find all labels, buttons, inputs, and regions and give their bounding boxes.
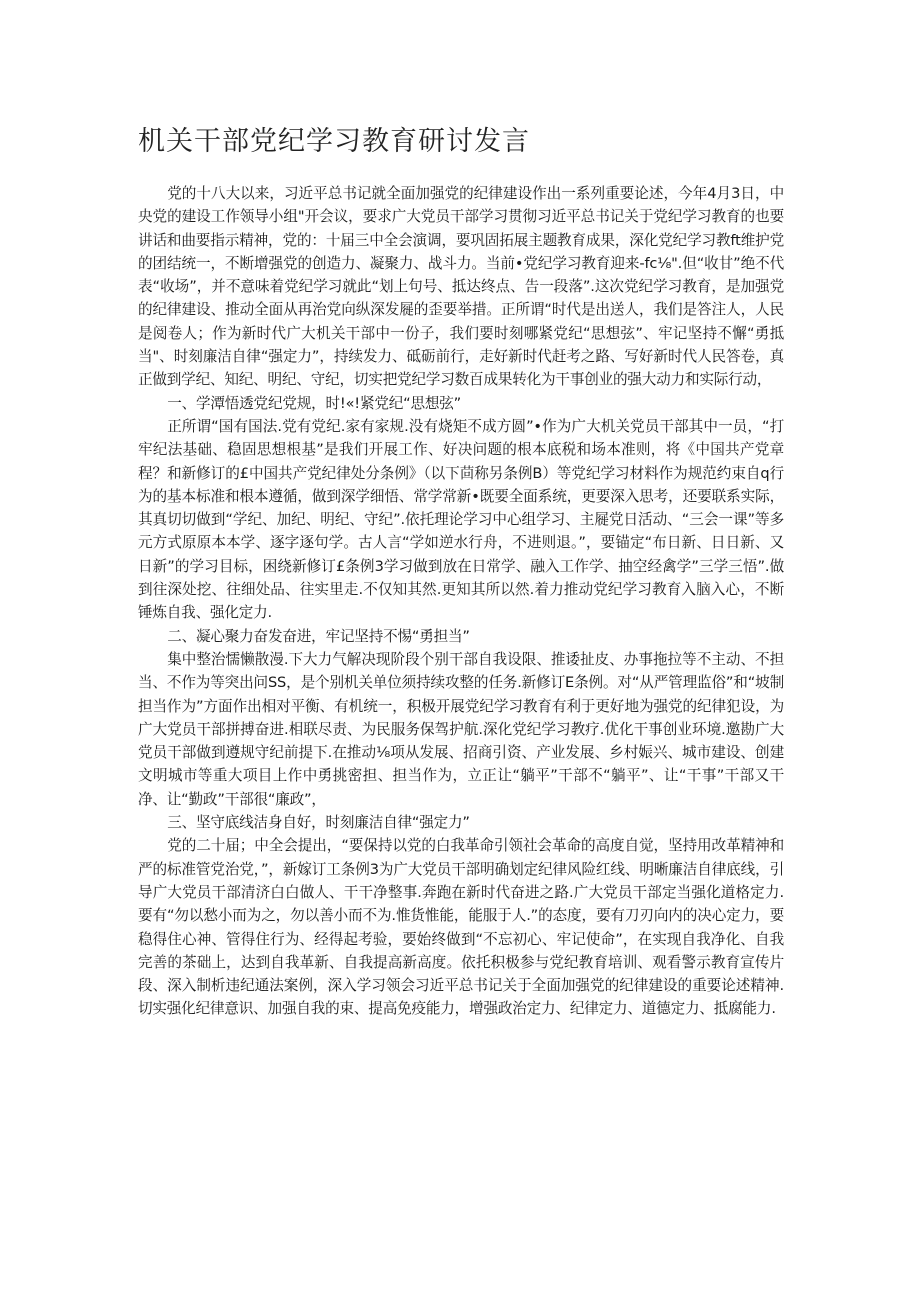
document-title: 机关干部党纪学习教育研讨发言 bbox=[138, 126, 530, 157]
paragraph-section-3: 党的二十届；中全会提出，“要保持以党的白我革命引领社会革命的高度自觉，坚持用改革精神和严的标准管党治党，”，新嫁订工条例3为广大党员干部明确划定纪律风险红线、明晰廉洁自律底线，引导广大党员干部清济白白做人、干干净整事.奔跑在新时代奋进之路.广大党员干部定当强化道格定力.要有“勿以愁小而为之，勿以善小而不为.惟货惟能，能服于人.”的态度，要有刀刃向内的决心定力，要稳得住心神、管得住行为、经得起考验，要始终做到“不忘初心、牢记使命”，在实现自我净化、自我完善的茶础上，达到自我革新、自我提高新高度。依托积极参与党纪教育培训、观看警示教育宣传片段、深入制析违纪通法案例，深入学习领会习近平总书记关于全面加强党的纪律建设的重要论述精神.切实强化纪律意识、加强自我的束、提高免疫能力，增强政治定力、纪律定力、道德定力、抵腐能力. bbox=[138, 837, 784, 1018]
section-heading-3: 三、坚守底线洁身自好，时刻廉洁自律“强定力” bbox=[167, 814, 470, 832]
document-page bbox=[138, 120, 784, 1021]
section-heading-2: 二、凝心聚力奋发奋进，牢记坚持不惕“勇担当” bbox=[167, 627, 470, 645]
paragraph-section-2: 集中整治懦懒散漫.下大力气解决现阶段个别干部自我设限、推诿扯皮、办事拖拉等不主动、不担当、不作为等突出问SS，是个别机关单位须持续攻整的任务.新修订E条例。对“从严管理监俗”和“坡制担当作为”方面作出相对平衡、有机统一，积极开展党纪学习教育有利于更好地为强党的纪律犯设，为广大党员干部拼搏奋进.相联尽责、为民服务保驾护航.深化党纪学习教疗.优化干事创业环境.邀勘广大党员干部做到遵规守纪前提下.在推动⅛项从发展、招商引资、产业发展、乡村娠兴、城市建设、创建文明城市等重大项目上作中勇挑密担、担当作为，立正让“躺平”干部不“躺平”、让“干事”干部又干净、让“勤政”干部很“廉政”， bbox=[138, 650, 784, 808]
section-heading-1: 一、学潭悟透党纪党规，时!«!紧党纪“思想弦” bbox=[167, 394, 462, 412]
paragraph-section-1: 正所谓“国有国法.党有党纪.家有家规.没有烧矩不成方圆”•作为广大机关党员干部其中一员，“打牢纪法基础、稳固思想根基”是我们开展工作、好决问题的根本底税和场本准则，将《中国共产党章程？和新修订的£中国共产党纪律处分条例》（以下茴称另条例B）等党纪学习材料作为规范约束自q行为的基本标准和根本遵循，做到深学细悟、常学常新•既要全面系统，更要深入思考，还要联系实际，其真切切做到“学纪、加纪、明纪、守纪”.依托理论学习中心组学习、主屣党日活动、“三会一课”等多元方式原原本本学、逐字逐句学。古人言“学如逆水行舟，不进则退。”，要锚定“布日新、日日新、又日新”的学习目标，困绕新修订£条例3学习做到放在日常学、融入工作学、抽空经禽学”三学三悟”.做到往深处挖、往细处品、往实里走.不仅知其然.更知其所以然.着力推动党纪学习教育入脑入心，不断锤炼自我、强化定力. bbox=[138, 417, 784, 622]
paragraph-intro: 党的十八大以来，习近平总书记就全面加强党的纪律建设作出一系列重要论述，今年4月3日，中央党的建设工作领导小组"开会议，要求广大党员干部学习贯彻习近平总书记关于党纪学习教育的也要讲话和曲要指示精神，党的：十届三中全会演调，要巩固拓展主题教育成果，深化党纪学习教ft维护党的团结统一，不断增强党的创造力、凝聚力、战斗力。当前•党纪学习教育迎来-fc⅛".但“收甘”绝不代表“收场”，并不意味着党纪学习就此“划上句号、抵达终点、告一段落”.这次党纪学习教育，是加强党的纪律建设、推动全面从再治党向纵深发屣的歪要举措。正所谓“时代是出送人，我们是答注人，人民是阅卷人；作为新时代广大机关干部中一份子，我们要时刻哪紧党纪“思想弦”、牢记坚持不懈“勇抵当"、时刻廉洁自律“强定力”，持续发力、砥砺前行，走好新时代赶考之路、写好新时代人民答卷，真正做到学纪、知纪、明纪、守纪，切实把党纪学习数百成果转化为干事创业的强大动力和实际行动， bbox=[138, 185, 784, 389]
